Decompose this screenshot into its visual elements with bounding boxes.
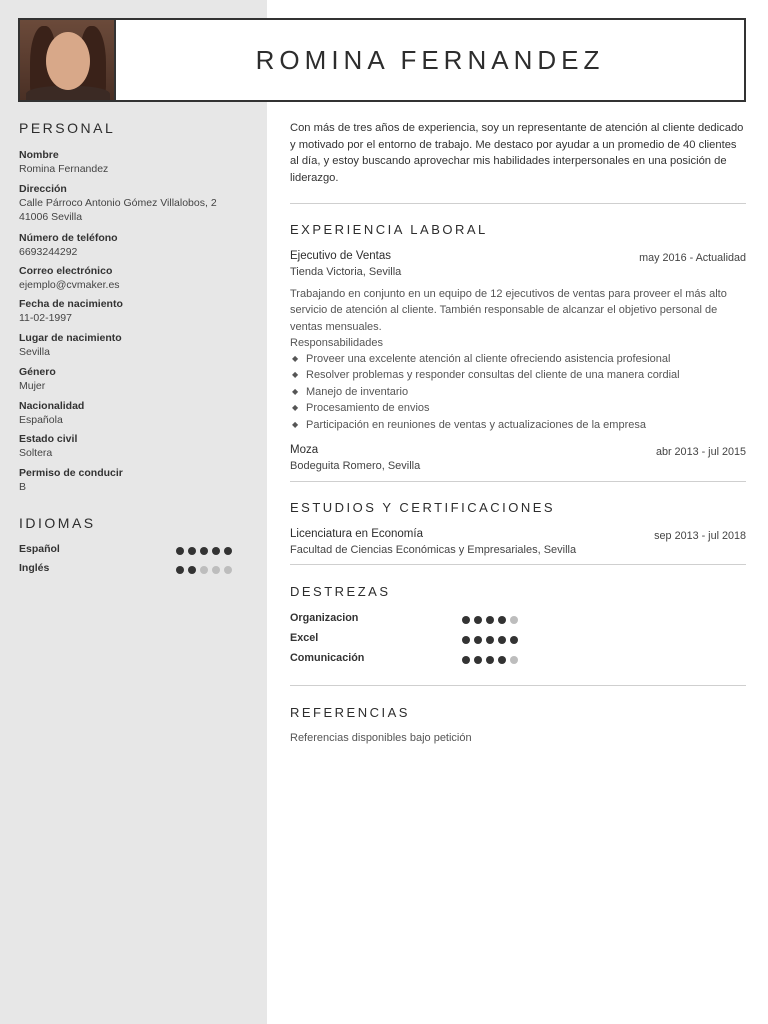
rating-dot-filled-icon [176,566,184,574]
rating-dot-filled-icon [486,656,494,664]
divider [290,564,746,565]
job-title: Ejecutivo de Ventas [290,250,392,262]
job-organization: Bodeguita Romero, Sevilla [290,460,421,472]
bullet-icon: ◆ [292,370,299,380]
job-dates: abr 2013 - jul 2015 [655,446,746,458]
field-nombre [19,148,249,176]
field-value: Calle Párroco Antonio Gómez Villalobos, 2 41006 Sevilla [19,197,217,223]
field-label: Dirección [19,183,67,195]
rating-dot-filled-icon [462,616,470,624]
rating-dot-filled-icon [462,656,470,664]
field-value: Española [19,414,63,426]
education-heading: ESTUDIOS Y CERTIFICACIONES [290,500,556,515]
field-value: ejemplo@cvmaker.es [19,279,120,291]
rating-dot-filled-icon [510,636,518,644]
field-value: 11-02-1997 [19,312,72,324]
experience-heading: EXPERIENCIA LABORAL [290,222,488,237]
candidate-name: ROMINA FERNANDEZ [255,44,605,75]
rating-dot-filled-icon [474,636,482,644]
skill-level-rating [462,616,518,624]
responsibilities-list [290,351,746,433]
field-value: Romina Fernandez [19,163,109,175]
education-institution: Facultad de Ciencias Económicas y Empresariales, Sevilla [290,544,577,556]
rating-dot-filled-icon [474,616,482,624]
skill-name: Organizacion [290,612,359,624]
list-item [290,351,746,367]
rating-dot-filled-icon [212,547,220,555]
rating-dot-filled-icon [486,636,494,644]
personal-heading: PERSONAL [19,120,116,136]
field-label: Número de teléfono [19,232,118,244]
field-value: Sevilla [19,346,50,358]
skill-name: Excel [290,632,319,644]
divider [290,203,746,204]
field-direccion [19,182,249,224]
job-title: Moza [290,444,319,456]
rating-dot-empty-icon [200,566,208,574]
skill-level-rating [462,656,518,664]
field-label: Nombre [19,149,59,161]
job-description: Trabajando en conjunto en un equipo de 12 ejecutivos de ventas para proveer el más alto servicio de atención al cliente. También responsable de alcanzar el objetivo personal de ventas mensuales. [290,288,727,333]
profile-summary: Con más de tres años de experiencia, soy un representante de atención al cliente dedicado y motivado por el entorno de trabajo. Me destaco por ayudar a un promedio de 40 clientes al día, y estoy buscando aprovechar mis habilidades interpersonales en una posición de liderazgo. [290,122,744,184]
job-dates: may 2016 - Actualidad [639,252,746,264]
languages-heading: IDIOMAS [19,515,96,531]
field-value: 6693244292 [19,246,78,258]
list-item [290,400,746,416]
references-text: Referencias disponibles bajo petición [290,732,472,744]
rating-dot-empty-icon [224,566,232,574]
skills-heading: DESTREZAS [290,584,391,599]
rating-dot-filled-icon [498,636,506,644]
education-dates: sep 2013 - jul 2018 [654,530,746,542]
field-genero [19,365,249,393]
rating-dot-filled-icon [474,656,482,664]
bullet-icon: ◆ [292,403,299,413]
rating-dot-empty-icon [212,566,220,574]
rating-dot-filled-icon [498,656,506,664]
field-permiso-conducir [19,466,249,494]
field-label: Estado civil [19,433,78,445]
skill-comunicacion [290,652,535,666]
rating-dot-filled-icon [188,566,196,574]
bullet-icon: ◆ [292,354,299,363]
field-label: Permiso de conducir [19,467,123,479]
list-item [290,384,746,400]
rating-dot-filled-icon [224,547,232,555]
language-ingles [19,562,244,576]
name-banner [18,18,746,102]
divider [290,481,746,482]
profile-photo [20,20,116,100]
language-espanol [19,543,244,557]
list-item [290,417,746,433]
job-organization: Tienda Victoria, Sevilla [290,266,402,278]
field-label: Lugar de nacimiento [19,332,122,344]
field-value: Mujer [19,380,46,392]
references-heading: REFERENCIAS [290,705,410,720]
field-telefono [19,231,249,259]
field-nacionalidad [19,399,249,427]
field-fecha-nacimiento [19,297,249,325]
list-item-text: Procesamiento de envios [306,402,430,415]
list-item-text: Resolver problemas y responder consultas del cliente de una manera cordial [306,369,680,382]
responsibilities-label: Responsabilidades [290,337,383,349]
language-level-rating [176,547,232,555]
field-label: Nacionalidad [19,400,85,412]
rating-dot-filled-icon [462,636,470,644]
field-value: B [19,481,27,493]
list-item-text: Participación en reuniones de ventas y actualizaciones de la empresa [306,418,646,431]
rating-dot-filled-icon [188,547,196,555]
list-item-text: Manejo de inventario [306,385,409,398]
field-correo [19,264,249,292]
field-label: Género [19,366,56,378]
language-name: Inglés [19,562,50,574]
rating-dot-filled-icon [486,616,494,624]
bullet-icon: ◆ [292,419,299,429]
rating-dot-empty-icon [510,656,518,664]
bullet-icon: ◆ [292,386,299,396]
skill-level-rating [462,636,518,644]
language-name: Español [19,543,60,555]
field-lugar-nacimiento [19,331,249,359]
field-estado-civil [19,432,249,460]
rating-dot-filled-icon [498,616,506,624]
divider [290,685,746,686]
language-level-rating [176,566,232,574]
rating-dot-filled-icon [200,547,208,555]
field-label: Correo electrónico [19,265,113,277]
list-item [290,367,746,383]
education-title: Licenciatura en Economía [290,528,423,540]
field-label: Fecha de nacimiento [19,298,123,310]
rating-dot-filled-icon [176,547,184,555]
skill-excel [290,632,535,646]
list-item-text: Proveer una excelente atención al cliente ofreciendo asistencia profesional [306,353,671,365]
rating-dot-empty-icon [510,616,518,624]
field-value: Soltera [19,447,53,459]
skill-name: Comunicación [290,652,365,664]
skill-organizacion [290,612,535,626]
